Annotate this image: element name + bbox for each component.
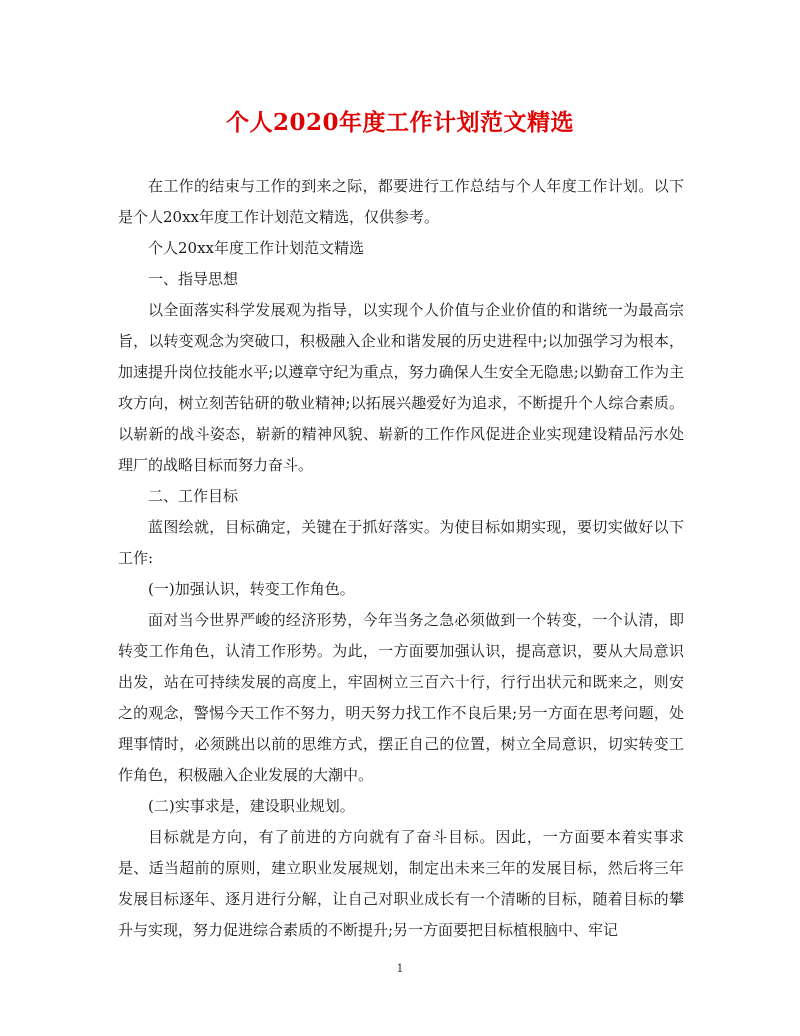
subheading-career-planning: (二)实事求是，建设职业规划。	[148, 797, 355, 815]
paragraph-strengthen-awareness: 面对当今世界严峻的经济形势，今年当务之急必须做到一个转变，一个认清，即转变工作角色，认清工作形势。为此，一方面要加强认识，提高意识，要从大局意识出发，站在可持续发展的高度上，牢固树立三百六十行，行行出状元和既来之，则安之的观念，警惕今天工作不努力，明天努力找工作不良后果;另一方面在思考问题，处理事情时，必须跳出以前的思维方式，摆正自己的位置，树立全局意识，切实转变工作角色，积极融入企业发展的大潮中。	[118, 611, 684, 784]
section-heading-guiding-ideology: 一、指导思想	[148, 270, 239, 288]
section-heading-work-goals: 二、工作目标	[148, 487, 239, 505]
subheading-strengthen-awareness: (一)加强认识，转变工作角色。	[148, 580, 355, 598]
paragraph-guiding-ideology: 以全面落实科学发展观为指导，以实现个人价值与企业价值的和谐统一为最高宗旨，以转变观念为突破口，积极融入企业和谐发展的历史进程中;以加强学习为根本，加速提升岗位技能水平;以遵章守纪为重点，努力确保人生安全无隐患;以勤奋工作为主攻方向，树立刻苦钻研的敬业精神;以拓展兴趣爱好为追求，不断提升个人综合素质。以崭新的战斗姿态，崭新的精神风貌、崭新的工作作风促进企业实现建设精品污水处理厂的战略目标而努力奋斗。	[118, 301, 684, 474]
page-number: 1	[396, 962, 404, 975]
paragraph-intro: 在工作的结束与工作的到来之际，都要进行工作总结与个人年度工作计划。以下是个人20xx年度工作计划范文精选，仅供参考。	[118, 177, 684, 226]
paragraph-career-planning: 目标就是方向，有了前进的方向就有了奋斗目标。因此，一方面要本着实事求是、适当超前的原则，建立职业发展规划，制定出未来三年的发展目标，然后将三年发展目标逐年、逐月进行分解，让自己对职业成长有一个清晰的目标，随着目标的攀升与实现，努力促进综合素质的不断提升;另一方面要把目标植根脑中、牢记	[118, 828, 684, 939]
paragraph-subtitle: 个人20xx年度工作计划范文精选	[148, 239, 365, 257]
paragraph-work-goals: 蓝图绘就，目标确定，关键在于抓好落实。为使目标如期实现，要切实做好以下工作:	[118, 518, 684, 567]
document-title: 个人2020年度工作计划范文精选	[225, 109, 574, 136]
document-body	[118, 171, 684, 946]
